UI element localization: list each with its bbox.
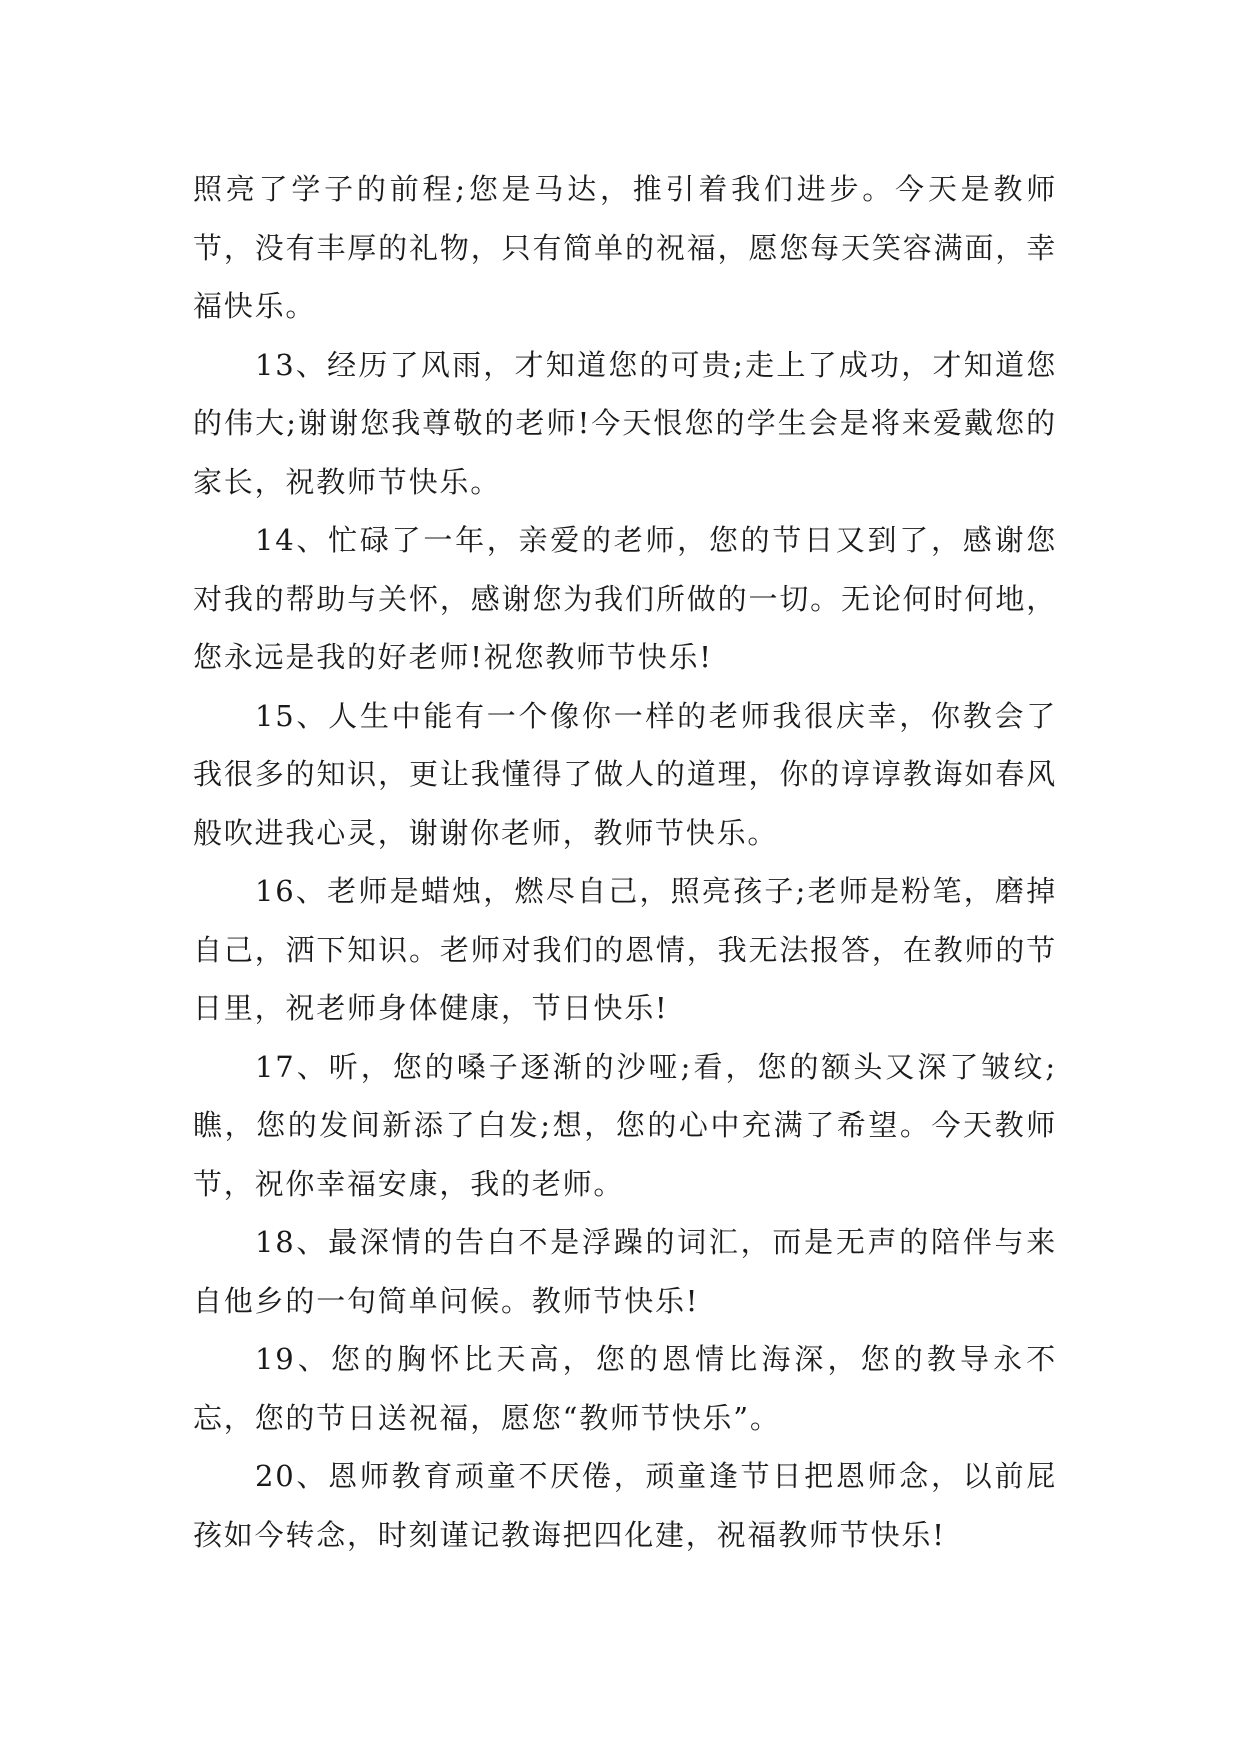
paragraph-17: 17、听，您的嗓子逐渐的沙哑;看，您的额头又深了皱纹;瞧，您的发间新添了白发;想，您的心中充满了希望。今天教师节，祝你幸福安康，我的老师。 <box>193 1049 1057 1201</box>
paragraph-19: 19、您的胸怀比天高，您的恩情比海深，您的教导永不忘，您的节日送祝福，愿您“教师节快乐”。 <box>193 1342 1057 1435</box>
paragraph-20: 20、恩师教育顽童不厌倦，顽童逢节日把恩师念，以前屁孩如今转念，时刻谨记教诲把四化建，祝福教师节快乐! <box>193 1459 1057 1552</box>
paragraph-13: 13、经历了风雨，才知道您的可贵;走上了成功，才知道您的伟大;谢谢您我尊敬的老师!今天恨您的学生会是将来爱戴您的家长，祝教师节快乐。 <box>193 347 1057 499</box>
document-body <box>193 160 1057 1564</box>
paragraph-14: 14、忙碌了一年，亲爱的老师，您的节日又到了，感谢您对我的帮助与关怀，感谢您为我们所做的一切。无论何时何地，您永远是我的好老师!祝您教师节快乐! <box>193 523 1057 674</box>
paragraph-continued: 照亮了学子的前程;您是马达，推引着我们进步。今天是教师节，没有丰厚的礼物，只有简单的祝福，愿您每天笑容满面，幸福快乐。 <box>193 172 1057 323</box>
paragraph-16: 16、老师是蜡烛，燃尽自己，照亮孩子;老师是粉笔，磨掉自己，洒下知识。老师对我们的恩情，我无法报答，在教师的节日里，祝老师身体健康，节日快乐! <box>193 874 1057 1025</box>
paragraph-18: 18、最深情的告白不是浮躁的词汇，而是无声的陪伴与来自他乡的一句简单问候。教师节快乐! <box>193 1225 1057 1318</box>
paragraph-15: 15、人生中能有一个像你一样的老师我很庆幸，你教会了我很多的知识，更让我懂得了做人的道理，你的谆谆教诲如春风般吹进我心灵，谢谢你老师，教师节快乐。 <box>193 698 1057 850</box>
